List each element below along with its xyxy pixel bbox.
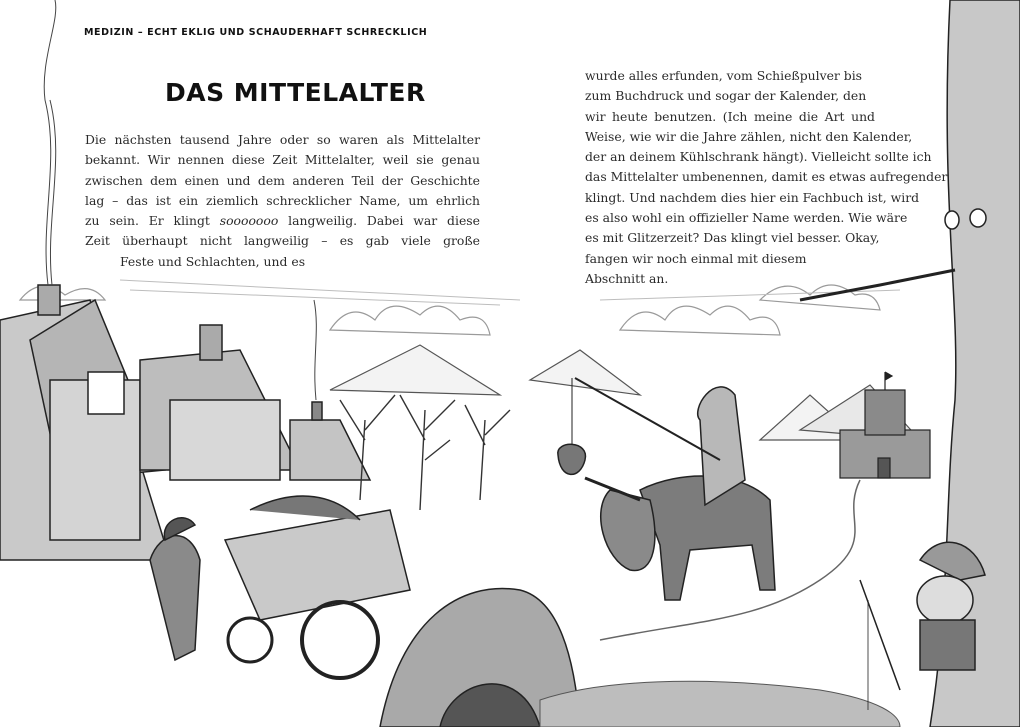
right-text-column: [585, 66, 948, 289]
text-line: lag – das ist ein ziemlich schrecklicher Name, um ehrlich: [85, 192, 480, 208]
text-line: wir heute benutzen. (Ich meine die Art und: [585, 108, 875, 124]
text-line: zu sein. Er klingt sooooooo langweilig. Dabei war diese: [85, 213, 480, 229]
text-line: das Mittelalter umbenennen, damit es etwas aufregender: [585, 169, 948, 185]
text-line: Abschnitt an.: [585, 270, 669, 286]
text-line: es mit Glitzerzeit? Das klingt viel besser. Okay,: [585, 230, 880, 246]
text-line: Feste und Schlachten, und es: [120, 253, 306, 269]
text-line: fangen wir noch einmal mit diesem: [585, 250, 807, 266]
text-line: Weise, wie wir die Jahre zählen, nicht den Kalender,: [585, 128, 913, 144]
text-line: es also wohl ein offizieller Name werden. Wie wäre: [585, 210, 908, 226]
text-line: wurde alles erfunden, vom Schießpulver bis: [585, 68, 863, 83]
text-line: klingt. Und nachdem dies hier ein Fachbuch ist, wird: [585, 189, 920, 205]
page-title: DAS MITTELALTER: [165, 78, 426, 107]
text-line: der an deinem Kühlschrank hängt). Vielleicht sollte ich: [585, 149, 932, 165]
emphasis-text: sooooooo: [219, 213, 279, 229]
text-line: Zeit überhaupt nicht langweilig – es gab viele große: [85, 233, 480, 249]
running-header: MEDIZIN – ECHT EKLIG UND SCHAUDERHAFT SCHRECKLICH: [84, 27, 428, 38]
text-line: bekannt. Wir nennen diese Zeit Mittelalter, weil sie genau: [85, 152, 480, 168]
text-line: Die nächsten tausend Jahre oder so waren als Mittelalter: [85, 132, 480, 147]
text-line: zwischen dem einen und dem anderen Teil der Geschichte: [85, 172, 480, 188]
text-line: zum Buchdruck und sogar der Kalender, den: [585, 88, 867, 104]
left-text-column: [85, 130, 480, 272]
